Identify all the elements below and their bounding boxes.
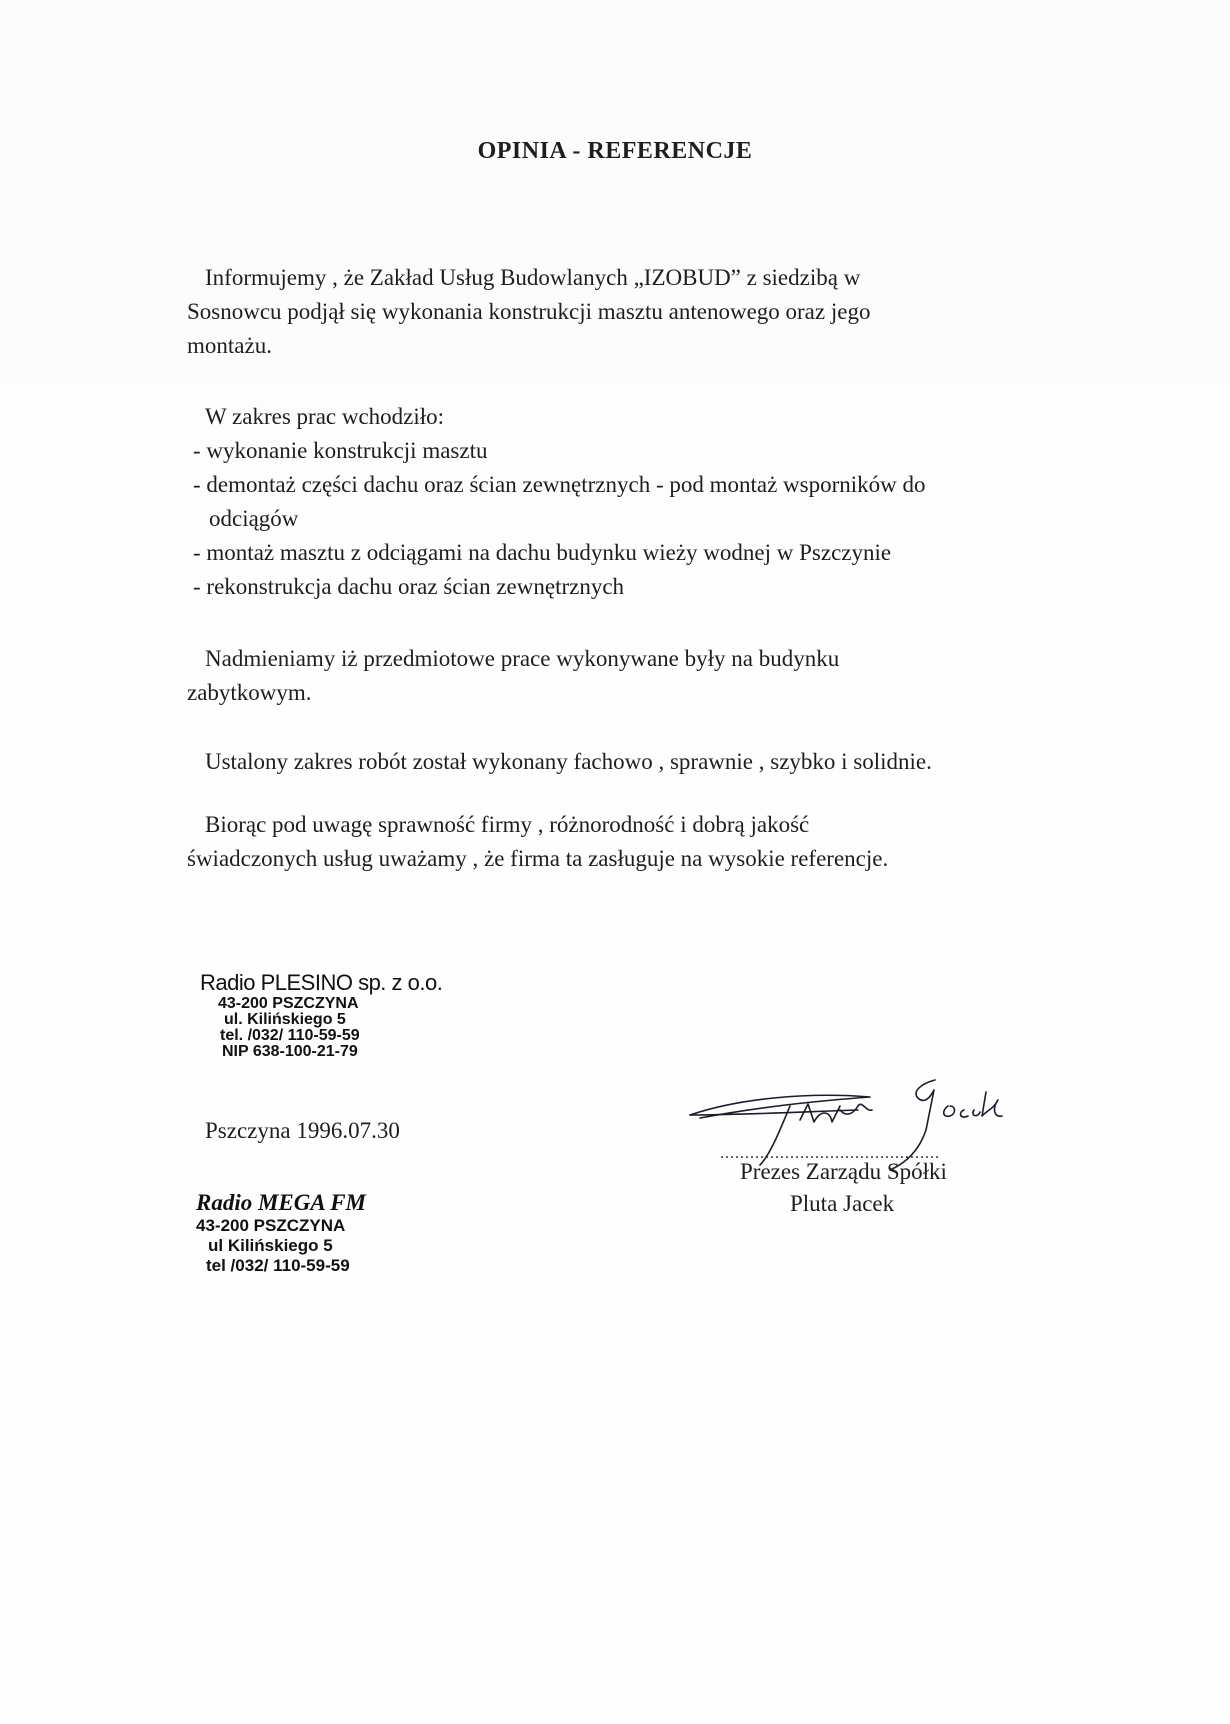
text-line: Sosnowcu podjął się wykonania konstrukcji masztu antenowego oraz jego [187, 299, 871, 324]
stamp-line: tel. /032/ 110-59-59 [220, 1027, 360, 1044]
text-line: Ustalony zakres robót został wykonany fachowo , sprawnie , szybko i solidnie. [205, 749, 932, 774]
signer-name: Pluta Jacek [790, 1191, 895, 1216]
recommendation-paragraph [187, 808, 889, 876]
stamp-company-name: Radio PLESINO sp. z o.o. [200, 970, 443, 995]
stamp-line: tel /032/ 110-59-59 [206, 1256, 350, 1275]
scope-item: - montaż masztu z odciągami na dachu budynku wieży wodnej w Pszczynie [193, 540, 892, 565]
scope-intro: W zakres prac wchodziło: [205, 404, 445, 429]
scope-item: - demontaż części dachu oraz ścian zewnętrznych - pod montaż wsporników do [193, 472, 926, 497]
historic-building-paragraph [187, 642, 840, 710]
stamp-line: 43-200 PSZCZYNA [218, 995, 359, 1012]
text-line: zabytkowym. [187, 680, 312, 705]
company-stamp-mega-fm [196, 1190, 366, 1276]
signature-dotted-line: ............................................ [720, 1145, 940, 1162]
stamp-company-name: Radio MEGA FM [196, 1190, 366, 1215]
scope-item: odciągów [209, 506, 299, 531]
text-line: Biorąc pod uwagę sprawność firmy , różnorodność i dobrą jakość [205, 812, 810, 837]
date-place: Pszczyna 1996.07.30 [205, 1118, 400, 1143]
stamp-line: NIP 638-100-21-79 [222, 1043, 358, 1060]
intro-paragraph [187, 261, 871, 363]
text-line: świadczonych usług uważamy , że firma ta zasługuje na wysokie referencje. [187, 846, 889, 871]
stamp-line: ul Kilińskiego 5 [208, 1236, 333, 1255]
signer-role: Prezes Zarządu Spółki [740, 1159, 947, 1184]
text-line: Nadmieniamy iż przedmiotowe prace wykonywane były na budynku [205, 646, 840, 671]
document-title: OPINIA - REFERENCJE [477, 138, 753, 164]
scope-item: - wykonanie konstrukcji masztu [193, 438, 488, 463]
text-line: Informujemy , że Zakład Usług Budowlanych „IZOBUD” z siedzibą w [205, 265, 861, 290]
signature-block [680, 1070, 1100, 1220]
company-stamp-plesino [200, 970, 442, 1060]
quality-paragraph [205, 745, 932, 779]
scope-of-work [193, 400, 926, 604]
stamp-line: 43-200 PSZCZYNA [196, 1216, 346, 1235]
stamp-line: ul. Kilińskiego 5 [224, 1011, 346, 1028]
text-line: montażu. [187, 333, 272, 358]
scope-item: - rekonstrukcja dachu oraz ścian zewnętrznych [193, 574, 625, 599]
